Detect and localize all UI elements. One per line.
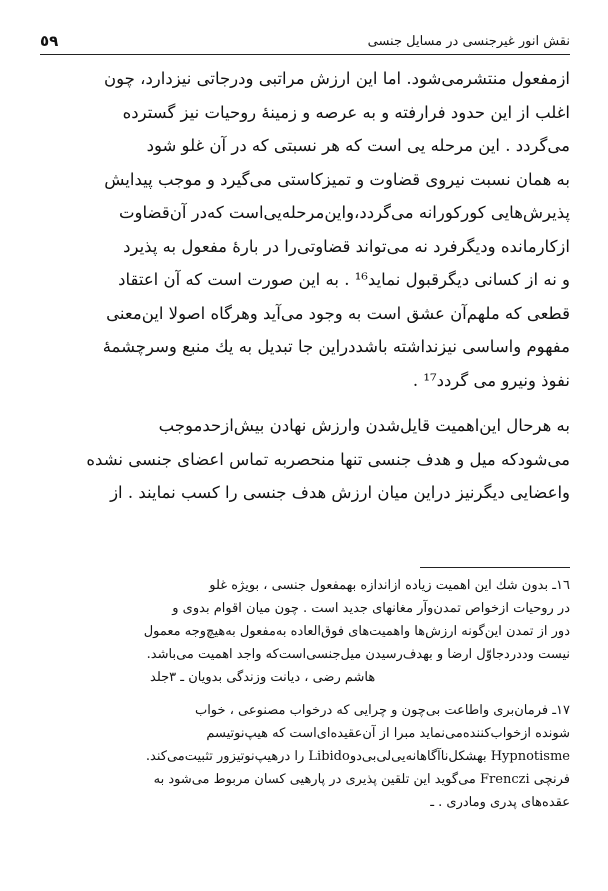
page-header bbox=[40, 30, 570, 52]
footnotes bbox=[40, 574, 570, 814]
running-head: نقش انور غیرجنسی در مسایل جنسی bbox=[367, 33, 570, 49]
footnote-line: ١٦ـ بدون شك این اهمیت زیاده ازاندازه بهمفعول جنسی ، بویژه غلو bbox=[209, 578, 570, 593]
text-line: ازمفعول منتشرمی‌شود. اما این ارزش مراتبی ودرجاتی نیزدارد، چون bbox=[104, 69, 570, 88]
page-number: ٥٩ bbox=[40, 32, 59, 50]
footnote-line: دور از تمدن این‌گونه ارزش‌ها واهمیت‌های فوق‌العاده به‌مفعول به‌هیچ‌وجه معمول bbox=[143, 624, 570, 639]
footnote-line: عقده‌های پدری ومادری . ـ bbox=[430, 795, 570, 810]
footnote-rule bbox=[420, 567, 570, 568]
text-line: و نه از کسانی دیگرقبول نماید¹⁶ . به این صورت است که آن اعتقاد bbox=[118, 270, 570, 289]
main-text bbox=[40, 62, 570, 510]
footnote-line: ١٧ـ فرمان‌بری واطاعت بی‌چون و چرایی که درخواب مصنوعی ، خواب bbox=[194, 703, 570, 718]
footnote-17 bbox=[40, 699, 570, 814]
text-line: ازکارمانده ودیگرفرد نه می‌تواند قضاوتی‌را در بارهٔ مفعول به پذیرد bbox=[123, 236, 570, 256]
text-line: قطعی که ملهم‌آن عشق است به وجود می‌آید وهرگاه اصولا این‌معنی bbox=[106, 303, 570, 323]
footnote-line: نیست وددردجاوّل ارضا و بهدف‌رسیدن میل‌جنسی‌است‌که واجد اهمیت می‌باشد. bbox=[146, 647, 570, 662]
paragraph-2 bbox=[40, 409, 570, 510]
text-line: پذیرش‌هایی کورکورانه می‌گردد،واین‌مرحله‌یی‌است که‌در آن‌قضاوت bbox=[119, 203, 570, 222]
text-line: می‌گردد . این مرحله یی است که هر نسبتی که در آن غلو شود bbox=[146, 136, 570, 155]
text-line: مفهوم واساسی نیزنداشته باشد‌در‌این جا تبدیل به یك منبع وسرچشمهٔ bbox=[102, 337, 570, 356]
footnote-line: Hypnotisme بهشکل‌ناآگاهانه‌یی‌لی‌بی‌دوLibido را درهیپ‌نوتیزور تثبیت‌می‌کند. bbox=[145, 749, 570, 764]
paragraph-1 bbox=[40, 62, 570, 397]
text-line: نفوذ ونیرو می گردد¹⁷ . bbox=[412, 370, 570, 390]
text-line: واعضایی دیگرنیز دراین میان ارزش هدف جنسی را کسب نمایند . از bbox=[110, 483, 570, 502]
text-line: به هرحال این‌اهمیت قایل‌شدن وارزش نهادن بیش‌ازحدموجب bbox=[158, 416, 570, 435]
footnote-citation: هاشم رضی ، دیانت وزندگی بدویان ـ ٣جلد bbox=[150, 670, 376, 685]
footnote-line: در روحیات ازخواص تمدن‌وآر مغانهای جدید است . چون میان اقوام بدوی و bbox=[172, 601, 570, 616]
header-rule bbox=[40, 54, 570, 55]
text-line: به همان نسبت نیروی قضاوت و تمیزکاستی می‌گیرد و موجب پیدایش bbox=[104, 169, 570, 189]
footnote-16 bbox=[40, 574, 570, 689]
text-line: اغلب از این حدود فرارفته و به عرصه و زمینهٔ روحیات نیز گسترده bbox=[122, 102, 570, 122]
text-line: می‌شودکه میل و هدف جنسی تنها منحصربه تماس اعضای جنسی نشده bbox=[86, 449, 570, 469]
footnote-line: شونده ازخواب‌کننده‌می‌نماید مبرا از آن‌عقیده‌ای‌است که هیپ‌نوتیسم bbox=[206, 726, 570, 741]
footnote-line: فرنچی Frenczi می‌گوید این تلقین پذیری در پارهیی کسان مربوط می‌شود به bbox=[153, 772, 570, 787]
